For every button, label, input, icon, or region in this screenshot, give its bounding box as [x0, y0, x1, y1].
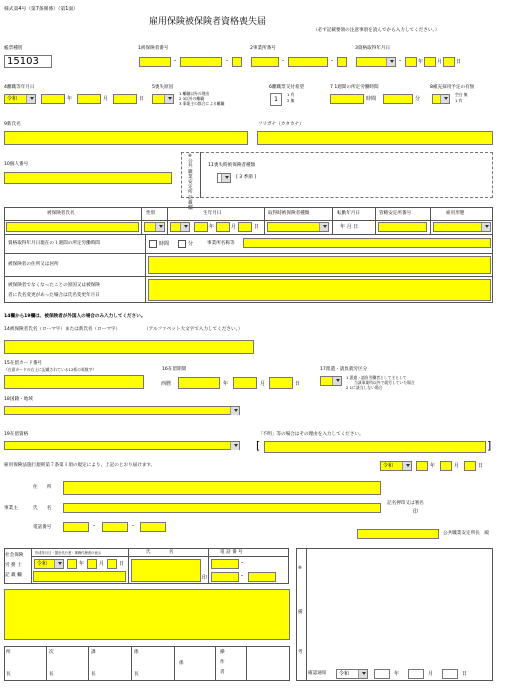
- form-type-field: 15103: [4, 55, 52, 68]
- divider: [306, 548, 307, 681]
- declaration-month[interactable]: [440, 461, 452, 471]
- declaration-era-select[interactable]: [380, 461, 412, 471]
- stamp-operator-2: 作: [220, 660, 225, 665]
- stamp-jicho-1: 次: [49, 650, 54, 655]
- separation-day[interactable]: [113, 94, 137, 104]
- month-label: 月: [231, 224, 237, 230]
- sharoushi-month[interactable]: [87, 559, 97, 569]
- new-name-field[interactable]: [4, 131, 248, 145]
- loss-cause-label: 5喪失原因: [152, 85, 174, 90]
- employer-name-field[interactable]: [63, 503, 381, 513]
- divider: [46, 646, 47, 681]
- transfer-date-separators: 年 月 日: [340, 224, 359, 230]
- dash: -: [399, 57, 402, 64]
- divider: [264, 207, 265, 235]
- office-number-2[interactable]: [288, 57, 328, 67]
- seal-char: 印: [202, 575, 208, 581]
- acquisition-era-select[interactable]: [356, 57, 396, 67]
- day-label: 日: [119, 561, 125, 567]
- year-label: 年: [79, 561, 85, 567]
- declaration-year[interactable]: [416, 461, 428, 471]
- dispatch-option-1b: 当該事業所以外で就労していた場合: [354, 380, 415, 385]
- remarks-label-2: 考: [298, 650, 303, 655]
- dash: -: [331, 57, 334, 64]
- sharoushi-label-3: 記 載 欄: [5, 573, 22, 578]
- dispatch-option-2: 2 1に該当しない場合: [346, 385, 383, 390]
- address-field[interactable]: [148, 256, 491, 274]
- divider: [131, 646, 132, 681]
- replacement-select[interactable]: [432, 94, 450, 104]
- page-title: 雇用保険被保険者資格喪失届: [149, 17, 267, 27]
- stamp-kacho-2: 長: [91, 672, 96, 677]
- office-number-1[interactable]: [251, 57, 279, 67]
- divider: [31, 548, 32, 584]
- stay-year[interactable]: [178, 377, 220, 389]
- gender-select[interactable]: [144, 222, 165, 232]
- divider: [4, 276, 493, 277]
- reason-label-line1: 被保険者でなくなったことの原因又は被保険: [8, 283, 100, 288]
- employer-label: 事業主: [4, 506, 18, 511]
- furigana-field[interactable]: [257, 131, 493, 145]
- declaration-statement: 雇用保険法施行規則第７条第１項の規定により、上記のとおり届けます。: [4, 463, 156, 468]
- employment-type-select[interactable]: [433, 222, 491, 232]
- divider: [215, 646, 216, 681]
- public-office-label: ※ 公共職業安定所記載欄: [188, 154, 193, 212]
- divider: [4, 220, 493, 221]
- weekly-hours-label: 資格取得年月日現在の１週間の所定労働時間: [8, 241, 100, 246]
- confirm-era-select[interactable]: [336, 669, 368, 679]
- divider: [167, 207, 168, 235]
- sharoushi-phone-2[interactable]: [211, 572, 239, 582]
- office-name-field[interactable]: [243, 238, 491, 248]
- cause-option-2: 2 3以外の離職: [179, 96, 205, 101]
- sharoushi-name-header: 氏 名: [146, 550, 174, 555]
- stay-day[interactable]: [269, 377, 293, 389]
- insured-name-field[interactable]: [6, 222, 139, 232]
- remarks-mark: ※: [298, 566, 302, 571]
- sharoushi-year[interactable]: [67, 559, 77, 569]
- sharoushi-label-1: 社会保険: [5, 553, 24, 558]
- month-label: 月: [99, 561, 105, 567]
- dash: -: [282, 57, 285, 64]
- office-head-label: 公共職業安定所長 殿: [443, 531, 489, 536]
- office-name-label: 事業所名称等: [207, 241, 235, 246]
- sharoushi-notes-field[interactable]: [4, 589, 290, 640]
- weekly-hours[interactable]: [330, 94, 364, 104]
- era-value: 令和: [37, 561, 48, 567]
- remarks-label-1: 備: [298, 610, 303, 615]
- birth-era-select[interactable]: [170, 222, 190, 232]
- acquisition-date-label: 3資格取得年月日: [355, 46, 391, 51]
- bracket-left: [: [256, 439, 261, 452]
- address-label: 被保険者の住所又は居所: [8, 262, 59, 267]
- sharoushi-phone-1[interactable]: [211, 559, 239, 569]
- insured-type-select[interactable]: [267, 222, 329, 232]
- separation-year[interactable]: [41, 94, 65, 104]
- foreigner-notice: 14欄から19欄は、被保険者が外国人の場合のみ入力してください。: [4, 314, 146, 319]
- divider: [200, 152, 201, 198]
- divider: [4, 253, 493, 254]
- day-label: 日: [295, 381, 301, 387]
- divider: [430, 207, 431, 235]
- stay-period-label: 16在留期間: [162, 367, 187, 372]
- header-transfer-date: 転勤年月日: [337, 211, 360, 216]
- hours-box[interactable]: [149, 240, 157, 248]
- weekly-hours-label: 7 1週間の所定労働時間: [330, 85, 379, 90]
- remarks-box: [296, 548, 493, 681]
- divider: [208, 548, 209, 584]
- residence-card-note: （在留カードの右上に記載されている12桁の英数字）: [4, 367, 97, 372]
- new-name-label: 9新氏名: [4, 122, 21, 127]
- stamp-kacho-1: 課: [91, 650, 96, 655]
- month-label: 月: [103, 96, 109, 102]
- nationality-select[interactable]: [4, 406, 240, 415]
- nationality-label: 18国籍・地域: [4, 397, 33, 402]
- sharoushi-era-select[interactable]: [34, 559, 64, 569]
- employer-name-label: 氏 名: [33, 506, 52, 511]
- divider: [4, 234, 493, 235]
- sharoushi-phone-3[interactable]: [248, 572, 276, 582]
- confirm-year[interactable]: [374, 669, 390, 679]
- declaration-day[interactable]: [464, 461, 476, 471]
- roman-name-field[interactable]: [4, 340, 254, 354]
- acquisition-day[interactable]: [443, 57, 455, 67]
- minutes-box[interactable]: [178, 240, 186, 248]
- sharoushi-name-field[interactable]: [131, 559, 201, 582]
- stamp-shocho-2: 長: [6, 672, 11, 677]
- office-number-field[interactable]: [378, 222, 427, 232]
- option-yes: 1 有: [287, 92, 295, 97]
- acquisition-month[interactable]: [424, 57, 436, 67]
- separation-era-select[interactable]: [4, 94, 36, 104]
- header-employment-type: 雇用形態: [446, 211, 465, 216]
- individual-number-field[interactable]: [4, 172, 172, 184]
- hours-label: 時間: [366, 96, 377, 102]
- acquisition-year[interactable]: [405, 57, 417, 67]
- form-type-label: 帳票種別: [4, 46, 23, 51]
- certificate-request-field[interactable]: 1: [270, 93, 282, 106]
- weekly-minutes[interactable]: [383, 94, 413, 104]
- header-office-number: 管轄安定所番号: [379, 211, 412, 216]
- stamp-operator-1: 操: [220, 650, 225, 655]
- bracket-right: ]: [487, 439, 492, 452]
- insured-number-3[interactable]: [232, 57, 242, 67]
- year-label: 年: [418, 59, 424, 65]
- status-select[interactable]: [4, 441, 240, 450]
- dash: -: [132, 522, 135, 529]
- phone-2[interactable]: [102, 522, 128, 532]
- loss-type-option: [ 3 季節 ]: [236, 175, 257, 180]
- dash: -: [241, 559, 244, 566]
- form-code: 様式第4号（第7条関係）（第1面）: [4, 7, 78, 12]
- seal-char: 印: [413, 509, 419, 515]
- divider: [31, 556, 289, 557]
- stamp-kakaricho-1: 係: [134, 650, 139, 655]
- year-label: 年: [430, 463, 436, 469]
- loss-cause-select[interactable]: [152, 94, 174, 104]
- roman-name-label: 14被保険者氏名（ローマ字）または新氏名（ローマ字）: [4, 327, 121, 332]
- divider: [88, 646, 89, 681]
- divider: [174, 646, 175, 681]
- replacement-label: 8補充採用予定の有無: [430, 85, 475, 90]
- birth-month[interactable]: [216, 222, 230, 232]
- cause-option-3: 3 事業主の都合による離職: [179, 101, 225, 106]
- year-label: 年: [67, 96, 73, 102]
- header-insured-type: 取得時被保険者種類: [268, 211, 310, 216]
- divider: [128, 548, 129, 584]
- month-label: 月: [428, 671, 434, 677]
- status-reason-field[interactable]: [264, 441, 486, 453]
- era-value: 令和: [339, 671, 350, 677]
- individual-number-label: 10個人番号: [4, 162, 29, 167]
- birth-day[interactable]: [238, 222, 252, 232]
- sharoushi-phone-header: 電 話 番 号: [220, 550, 243, 555]
- residence-card-label: 15在留カード番号: [4, 361, 43, 366]
- status-label: 19在留資格: [4, 432, 29, 437]
- dash: -: [241, 572, 244, 579]
- divider: [145, 234, 146, 303]
- office-number-label: 2事業所番号: [250, 46, 276, 51]
- employer-address-field[interactable]: [63, 481, 381, 495]
- month-label: 月: [437, 59, 443, 65]
- birth-year[interactable]: [194, 222, 208, 232]
- employer-address-label: 住 所: [33, 485, 52, 490]
- phone-label: 電話番号: [33, 525, 52, 530]
- day-label: 日: [139, 96, 145, 102]
- divider: [375, 207, 376, 235]
- stamp-operator-3: 者: [220, 670, 225, 675]
- day-label: 日: [254, 224, 260, 230]
- phone-3[interactable]: [140, 522, 166, 532]
- insured-number-1[interactable]: [139, 57, 171, 67]
- public-office-name-field[interactable]: [357, 529, 439, 539]
- loss-type-label: 11喪失時被保険者種類: [208, 163, 256, 168]
- option-yes: 1 有: [455, 98, 463, 103]
- separation-month[interactable]: [77, 94, 101, 104]
- stay-month[interactable]: [233, 377, 257, 389]
- divider: [141, 207, 142, 235]
- minutes-label: 分: [415, 96, 421, 102]
- day-label: 日: [478, 463, 484, 469]
- office-number-3[interactable]: [337, 57, 347, 67]
- dash: -: [93, 522, 96, 529]
- option-no: 2 無: [287, 98, 295, 103]
- insured-number-label: 1被保険者番号: [138, 46, 169, 51]
- loss-type-select[interactable]: [217, 173, 231, 183]
- insured-number-2[interactable]: [180, 57, 222, 67]
- option-vacant: 空白 無: [455, 92, 468, 97]
- phone-1[interactable]: [63, 522, 89, 532]
- header-birthdate: 生年月日: [203, 211, 222, 216]
- sharoushi-label-2: 労 務 士: [5, 563, 22, 568]
- confirm-label: 確認通知: [308, 671, 327, 676]
- year-label: 年: [223, 381, 229, 387]
- day-label: 日: [462, 671, 468, 677]
- western-era-label: 西暦: [161, 381, 172, 387]
- day-label: 日: [456, 59, 462, 65]
- cause-option-1: 1 離職以外の理由: [179, 91, 210, 96]
- year-label: 年: [394, 671, 400, 677]
- reason-field[interactable]: [148, 279, 491, 301]
- seal-label: 記名押印又は署名: [387, 501, 424, 506]
- header-gender: 性別: [146, 211, 156, 216]
- header-name: 被保険者氏名: [47, 211, 75, 216]
- dash: -: [226, 57, 229, 64]
- dispatch-option-1: 1 派遣・請負労働者として主として: [346, 375, 407, 380]
- divider: [332, 207, 333, 235]
- stamp-jicho-2: 長: [49, 672, 54, 677]
- minutes-label: 分: [188, 241, 194, 247]
- stamp-kakaricho-2: 長: [134, 672, 139, 677]
- header-note: （必ず記載要領の注意事項を読んでから入力してください。）: [313, 28, 440, 33]
- sharoushi-extra-field[interactable]: [33, 571, 126, 582]
- dispatch-label: 17派遣・請負就労区分: [320, 367, 368, 372]
- roman-name-note: （アルファベット大文字で入力してください。）: [144, 327, 243, 332]
- dash: -: [174, 57, 177, 64]
- sharoushi-day[interactable]: [107, 559, 117, 569]
- stamp-shocho-1: 所: [6, 650, 11, 655]
- month-label: 月: [454, 463, 460, 469]
- year-label: 年: [209, 224, 215, 230]
- month-label: 月: [260, 381, 266, 387]
- stamp-kakari: 係: [179, 661, 184, 666]
- dispatch-select[interactable]: [320, 376, 342, 386]
- separation-date-label: 4離職等年月日: [4, 85, 35, 90]
- residence-card-field[interactable]: [4, 375, 144, 389]
- era-value: 令和: [7, 96, 18, 102]
- confirm-day[interactable]: [442, 669, 458, 679]
- divider: [246, 646, 247, 681]
- hours-label: 時間: [159, 241, 170, 247]
- sharoushi-date-header: 作成年月日・提出代行者・事務代理者の表示: [35, 551, 101, 555]
- unknown-note: 「不明」等の場合はその理由を入力してください。: [258, 432, 364, 437]
- reason-label-line2: 者に氏名変更があった場合は氏名変更年月日: [8, 293, 100, 298]
- furigana-label: フリガナ（カタカナ）: [258, 122, 304, 127]
- certificate-request-label: 6離職票交付希望: [269, 85, 305, 90]
- era-value: 令和: [383, 463, 394, 469]
- confirm-month[interactable]: [408, 669, 424, 679]
